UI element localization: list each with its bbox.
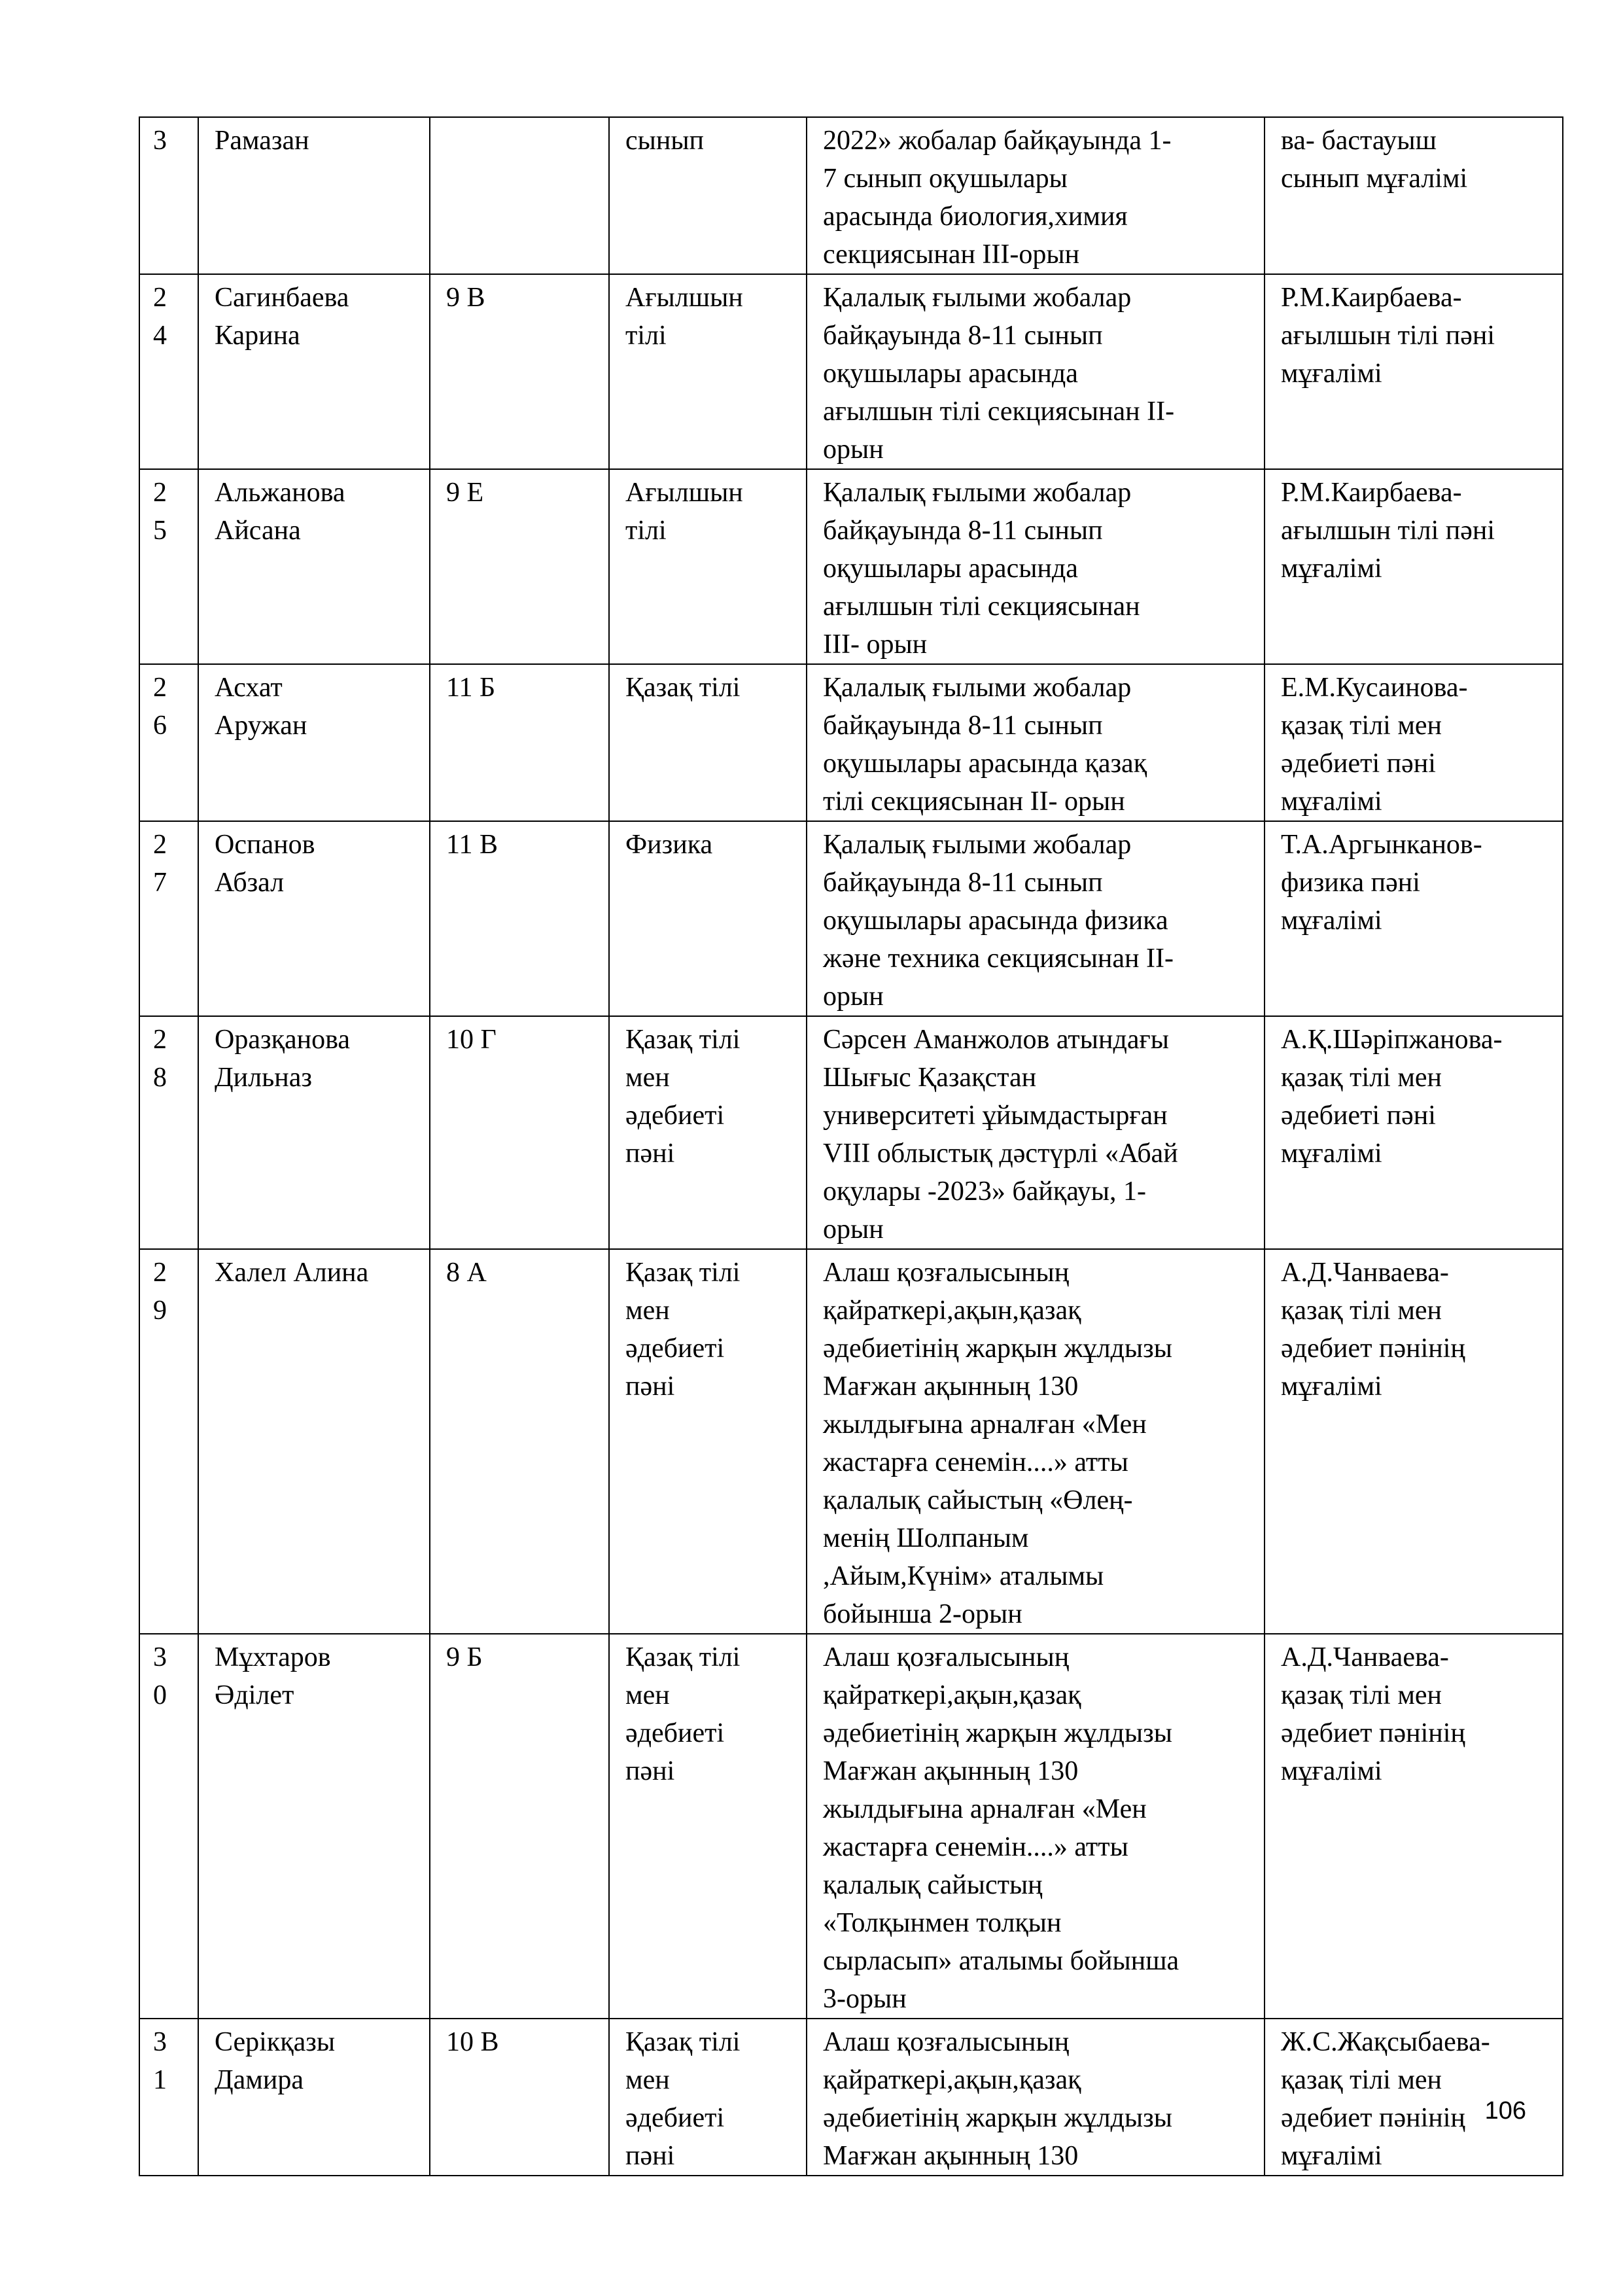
row-number: 3 1 bbox=[139, 2019, 198, 2176]
achievement: Қалалық ғылыми жобалар байқауында 8-11 сынып оқушылары арасында физика және техника секциясынан ІІ- орын bbox=[807, 821, 1265, 1016]
table-row bbox=[139, 1249, 1563, 1634]
student-class: 10 В bbox=[430, 2019, 609, 2176]
student-class: 10 Г bbox=[430, 1016, 609, 1249]
table-row bbox=[139, 469, 1563, 664]
achievement: Қалалық ғылыми жобалар байқауында 8-11 сынып оқушылары арасында ағылшын тілі секциясынан ІІ- орын bbox=[807, 274, 1265, 469]
page-number: 106 bbox=[1484, 2097, 1526, 2125]
subject: Ағылшын тілі bbox=[609, 274, 807, 469]
awards-table bbox=[139, 116, 1563, 2176]
student-class: 9 Б bbox=[430, 1634, 609, 2019]
subject: сынып bbox=[609, 117, 807, 274]
student-class: 9 В bbox=[430, 274, 609, 469]
teacher: Р.М.Каирбаева- ағылшын тілі пәні мұғалімі bbox=[1265, 274, 1563, 469]
student-name: Оспанов Абзал bbox=[198, 821, 430, 1016]
subject: Физика bbox=[609, 821, 807, 1016]
achievement: Алаш қозғалысының қайраткері,ақын,қазақ әдебиетінің жарқын жұлдызы Мағжан ақынның 130 жылдығына арналған «Мен жастарға сенемін....» атты қалалық сайыстың «Өлең- менің Шолпаным ,Айым,Күнім» аталымы бойынша 2-орын bbox=[807, 1249, 1265, 1634]
table-row bbox=[139, 1016, 1563, 1249]
teacher: Ж.С.Жақсыбаева- қазақ тілі мен әдебиет пәнінің мұғалімі bbox=[1265, 2019, 1563, 2176]
table-row bbox=[139, 821, 1563, 1016]
teacher: Т.А.Аргынканов- физика пәні мұғалімі bbox=[1265, 821, 1563, 1016]
achievement: Алаш қозғалысының қайраткері,ақын,қазақ әдебиетінің жарқын жұлдызы Мағжан ақынның 130 bbox=[807, 2019, 1265, 2176]
subject: Қазақ тілі мен әдебиеті пәні bbox=[609, 2019, 807, 2176]
table-row bbox=[139, 1634, 1563, 2019]
teacher: А.Д.Чанваева- қазақ тілі мен әдебиет пәнінің мұғалімі bbox=[1265, 1249, 1563, 1634]
teacher: ва- бастауыш сынып мұғалімі bbox=[1265, 117, 1563, 274]
teacher: Р.М.Каирбаева- ағылшын тілі пәні мұғалімі bbox=[1265, 469, 1563, 664]
student-name: Асхат Аружан bbox=[198, 664, 430, 821]
achievement: 2022» жобалар байқауында 1- 7 сынып оқушылары арасында биология,химия секциясынан ІІІ-орын bbox=[807, 117, 1265, 274]
student-class bbox=[430, 117, 609, 274]
student-name: Халел Алина bbox=[198, 1249, 430, 1634]
row-number: 2 8 bbox=[139, 1016, 198, 1249]
subject: Қазақ тілі мен әдебиеті пәні bbox=[609, 1016, 807, 1249]
student-name: Мұхтаров Әділет bbox=[198, 1634, 430, 2019]
row-number: 3 0 bbox=[139, 1634, 198, 2019]
row-number: 2 4 bbox=[139, 274, 198, 469]
table-row bbox=[139, 117, 1563, 274]
student-class: 9 Е bbox=[430, 469, 609, 664]
row-number: 2 6 bbox=[139, 664, 198, 821]
subject: Қазақ тілі мен әдебиеті пәні bbox=[609, 1249, 807, 1634]
teacher: А.Д.Чанваева- қазақ тілі мен әдебиет пәнінің мұғалімі bbox=[1265, 1634, 1563, 2019]
student-class: 8 А bbox=[430, 1249, 609, 1634]
student-name: Сагинбаева Карина bbox=[198, 274, 430, 469]
achievement: Қалалық ғылыми жобалар байқауында 8-11 сынып оқушылары арасында ағылшын тілі секциясынан ІІІ- орын bbox=[807, 469, 1265, 664]
achievement: Сәрсен Аманжолов атындағы Шығыс Қазақстан университеті ұйымдастырған VIII облыстық дәстүрлі «Абай оқулары -2023» байқауы, 1- орын bbox=[807, 1016, 1265, 1249]
subject: Қазақ тілі мен әдебиеті пәні bbox=[609, 1634, 807, 2019]
student-name: Альжанова Айсана bbox=[198, 469, 430, 664]
row-number: 2 9 bbox=[139, 1249, 198, 1634]
table-row bbox=[139, 274, 1563, 469]
subject: Ағылшын тілі bbox=[609, 469, 807, 664]
teacher: А.Қ.Шәріпжанова- қазақ тілі мен әдебиеті пәні мұғалімі bbox=[1265, 1016, 1563, 1249]
student-name: Серікқазы Дамира bbox=[198, 2019, 430, 2176]
teacher: Е.М.Кусаинова- қазақ тілі мен әдебиеті пәні мұғалімі bbox=[1265, 664, 1563, 821]
student-class: 11 В bbox=[430, 821, 609, 1016]
table-row bbox=[139, 664, 1563, 821]
student-name: Оразқанова Дильназ bbox=[198, 1016, 430, 1249]
subject: Қазақ тілі bbox=[609, 664, 807, 821]
student-name: Рамазан bbox=[198, 117, 430, 274]
table-row bbox=[139, 2019, 1563, 2176]
student-class: 11 Б bbox=[430, 664, 609, 821]
row-number: 2 7 bbox=[139, 821, 198, 1016]
row-number: 3 bbox=[139, 117, 198, 274]
row-number: 2 5 bbox=[139, 469, 198, 664]
achievement: Қалалық ғылыми жобалар байқауында 8-11 сынып оқушылары арасында қазақ тілі секциясынан ІІ- орын bbox=[807, 664, 1265, 821]
achievement: Алаш қозғалысының қайраткері,ақын,қазақ әдебиетінің жарқын жұлдызы Мағжан ақынның 130 жылдығына арналған «Мен жастарға сенемін....» атты қалалық сайыстың «Толқынмен толқын сырласып» аталымы бойынша 3-орын bbox=[807, 1634, 1265, 2019]
